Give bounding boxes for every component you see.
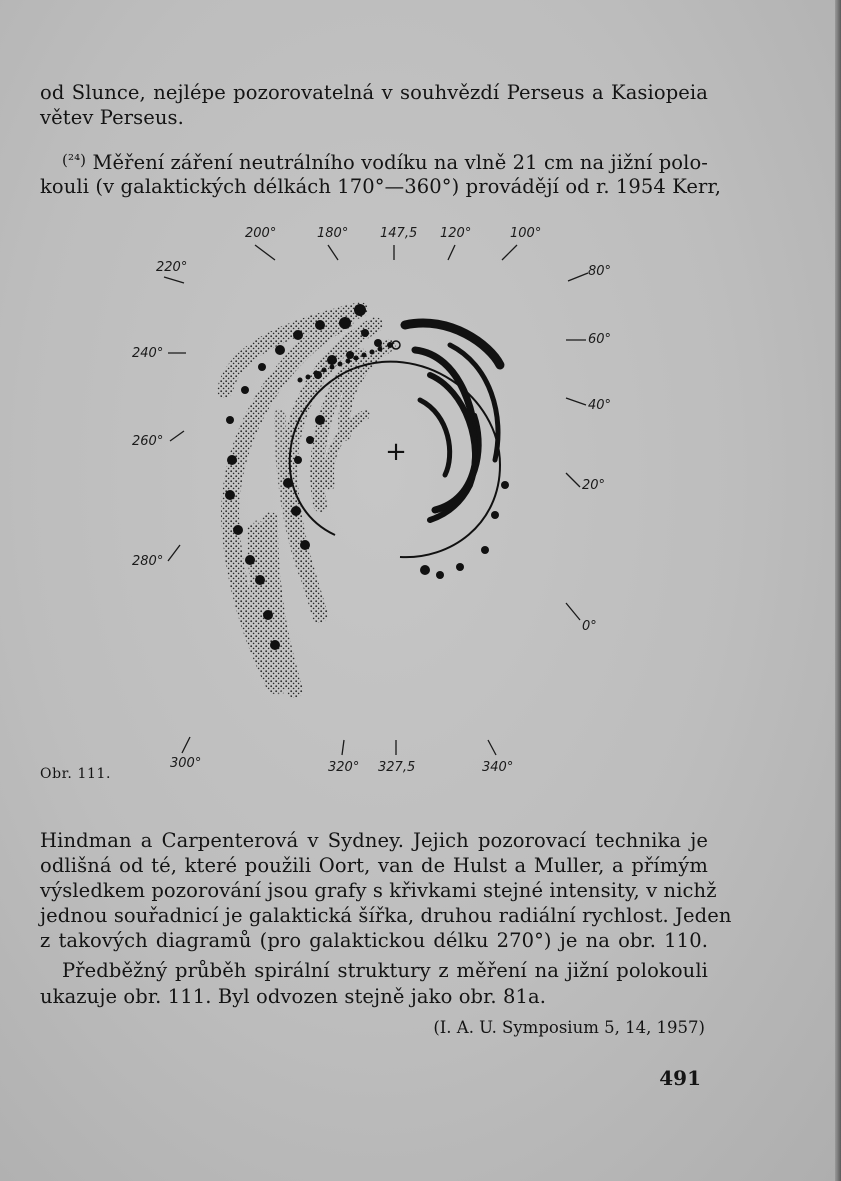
galactic-center-mark: + — [385, 437, 407, 467]
longitude-label: 300° — [170, 756, 202, 771]
page-edge-shadow — [835, 0, 841, 1181]
text-line: jednou souřadnicí je galaktická šířka, druhou radiální rychlost. Jeden — [40, 904, 732, 927]
page-number: 491 — [659, 1066, 701, 1090]
text-line: ukazuje obr. 111. Byl odvozen stejně jako obr. 81a. — [40, 985, 547, 1008]
longitude-label: 120° — [440, 226, 472, 241]
longitude-label: 320° — [328, 760, 360, 775]
text-line: Hindman a Carpenterová v Sydney. Jejich pozorovací technika je — [40, 829, 708, 852]
footnote-line — [62, 148, 708, 175]
longitude-label: 260° — [132, 434, 164, 449]
footnote-marker: (²⁴) — [62, 151, 87, 169]
longitude-label: 40° — [588, 398, 612, 413]
longitude-label: 180° — [317, 226, 349, 241]
text-line: výsledkem pozorování jsou grafy s křivkami stejné intensity, v nichž — [40, 879, 717, 902]
citation: (I. A. U. Symposium 5, 14, 1957) — [433, 1018, 705, 1037]
longitude-label: 327,5 — [378, 760, 416, 775]
longitude-label: 0° — [582, 619, 597, 634]
solid-arms — [405, 323, 500, 520]
longitude-label: 80° — [588, 264, 612, 279]
spiral-structure-figure — [120, 215, 660, 785]
longitude-label: 240° — [132, 346, 164, 361]
longitude-label: 280° — [132, 554, 164, 569]
longitude-label: 20° — [582, 478, 606, 493]
spiral-map — [120, 215, 660, 785]
longitude-label: 340° — [482, 760, 514, 775]
longitude-label: 60° — [588, 332, 612, 347]
footnote-text: Měření záření neutrálního vodíku na vlně 21 cm na jižní polo- — [92, 151, 708, 174]
longitude-label: 100° — [510, 226, 542, 241]
figure-caption: Obr. 111. — [40, 766, 112, 782]
longitude-label: 220° — [156, 260, 188, 275]
text-line: z takových diagramů (pro galaktickou délku 270°) je na obr. 110. — [40, 929, 708, 952]
longitude-scale — [132, 226, 611, 775]
text-line: odlišná od té, které použili Oort, van de Hulst a Muller, a přímým — [40, 854, 708, 877]
longitude-label: 147,5 — [380, 226, 418, 241]
stippled-arms — [225, 310, 390, 690]
longitude-label: 200° — [245, 226, 277, 241]
text-line: od Slunce, nejlépe pozorovatelná v souhvězdí Perseus a Kasiopeia — [40, 81, 708, 104]
footnote-line: kouli (v galaktických délkách 170°—360°) provádějí od r. 1954 Kerr, — [40, 175, 722, 198]
text-line: větev Perseus. — [40, 106, 184, 129]
text-line: Předběžný průběh spirální struktury z měření na jižní polokouli — [62, 959, 708, 982]
